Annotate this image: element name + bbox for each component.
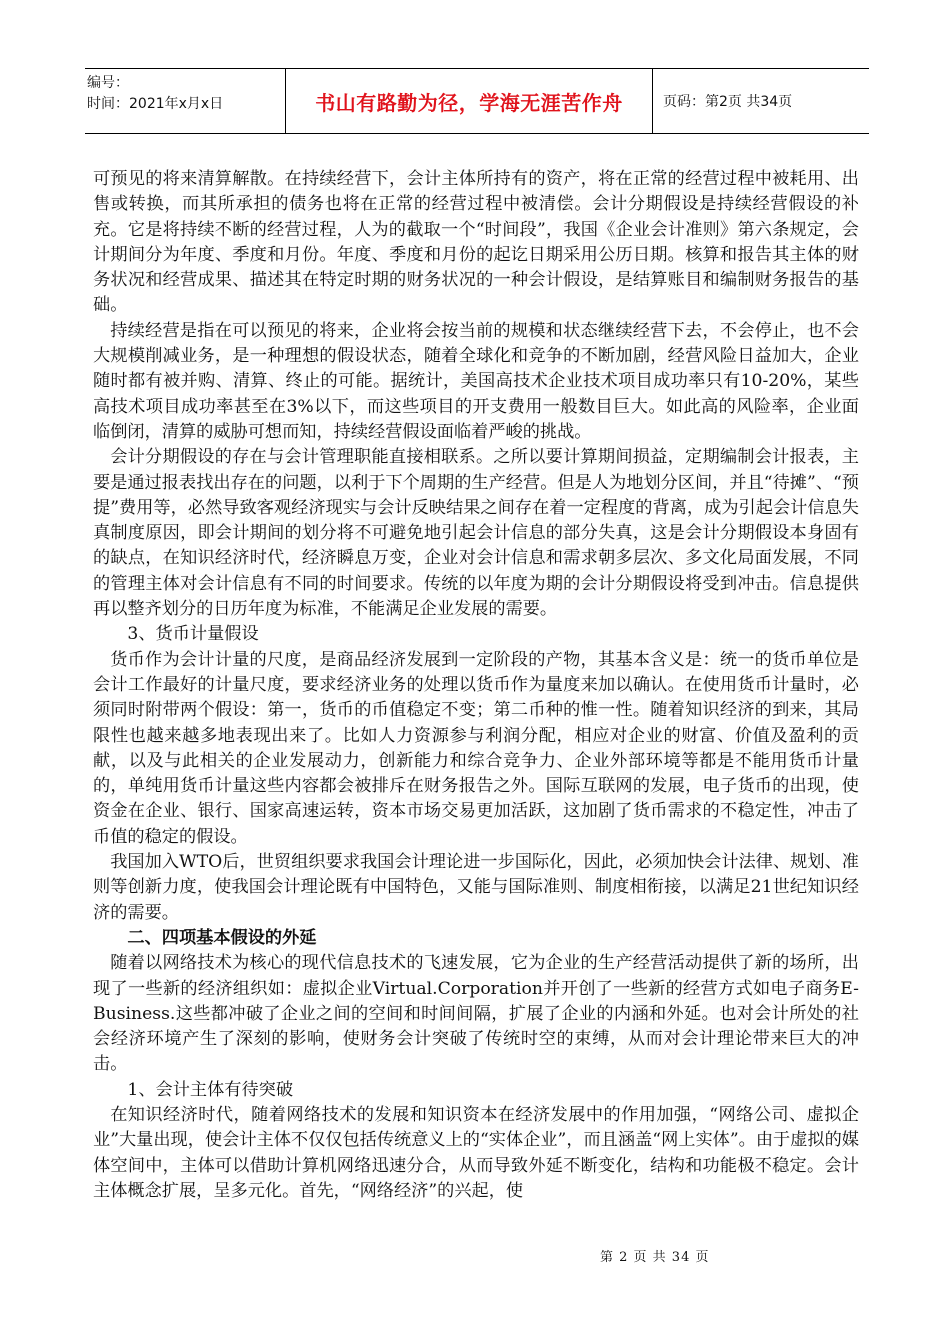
document-number-label: 编号： (87, 75, 129, 91)
page-header (85, 68, 869, 134)
header-meta (85, 69, 285, 133)
body-paragraph: 会计分期假设的存在与会计管理职能直接相联系。之所以要计算期间损益，定期编制会计报表，主要是通过报表找出存在的问题，以利于下个周期的生产经营。但是人为地划分区间，并且“待摊”、“预提”费用等，必然导致客观经济现实与会计反映结果之间存在着一定程度的背离，成为引起会计信息失真制度原因，即会计期间的划分将不可避免地引起会计信息的部分失真，这是会计分期假设本身固有的缺点，在知识经济时代，经济瞬息万变，企业对会计信息和需求朝多层次、多文化局面发展，不同的管理主体对会计信息有不同的时间要求。传统的以年度为期的会计分期假设将受到冲击。信息提供再以整齐划分的日历年度为标准，不能满足企业发展的需要。 (93, 447, 859, 620)
section-heading: 二、四项基本假设的外延 (127, 927, 317, 948)
body-paragraph: 持续经营是指在可以预见的将来，企业将会按当前的规模和状态继续经营下去，不会停止，也不会大规模削减业务，是一种理想的假设状态，随着全球化和竞争的不断加剧，经营风险日益加大，企业随时都有被并购、清算、终止的可能。据统计，美国高技术企业技术项目成功率只有10-20%，某些高技术项目成功率甚至在3%以下，而这些项目的开支费用一般数目巨大。如此高的风险率，企业面临倒闭，清算的威胁可想而知，持续经营假设面临着严峻的挑战。 (93, 320, 859, 442)
body-paragraph: 我国加入WTO后，世贸组织要求我国会计理论进一步国际化，因此，必须加快会计法律、规划、准则等创新力度，使我国会计理论既有中国特色，又能与国际准则、制度相衔接，以满足21世纪知识经济的需要。 (93, 852, 859, 923)
document-date: 时间：2021年x月x日 (87, 96, 224, 112)
subsection-heading: 3、货币计量假设 (127, 624, 259, 645)
header-motto: 书山有路勤为径，学海无涯苦作舟 (285, 69, 653, 133)
body-paragraph: 可预见的将来清算解散。在持续经营下，会计主体所持有的资产，将在正常的经营过程中被耗用、出售或转换，而其所承担的债务也将在正常的经营过程中被清偿。会计分期假设是持续经营假设的补充。它是将持续不断的经营过程，人为的截取一个“时间段”，我国《企业会计准则》第六条规定，会计期间分为年度、季度和月份。年度、季度和月份的起讫日期采用公历日期。核算和报告其主体的财务状况和经营成果、描述其在特定时期的财务状况的一种会计假设，是结算账目和编制财务报告的基础。 (93, 169, 859, 316)
header-page-info: 页码：第2页 共34页 (663, 94, 793, 110)
body-paragraph: 货币作为会计计量的尺度，是商品经济发展到一定阶段的产物，其基本含义是：统一的货币单位是会计工作最好的计量尺度，要求经济业务的处理以货币作为量度来加以确认。在使用货币计量时，必须同时附带两个假设：第一，货币的币值稳定不变；第二币种的惟一性。随着知识经济的到来，其局限性也越来越多地表现出来了。比如人力资源参与利润分配，相应对企业的财富、价值及盈利的贡献，以及与此相关的企业发展动力，创新能力和综合竞争力、企业外部环境等都是不能用货币计量的，单纯用货币计量这些内容都会被排斥在财务报告之外。国际互联网的发展，电子货币的出现，使资金在企业、银行、国家高速运转，资本市场交易更加活跃，这加剧了货币需求的不稳定性，冲击了币值的稳定的假设。 (93, 649, 859, 847)
subsection-heading: 1、会计主体有待突破 (127, 1079, 294, 1100)
body-paragraph: 在知识经济时代，随着网络技术的发展和知识资本在经济发展中的作用加强，“网络公司、虚拟企业”大量出现，使会计主体不仅仅包括传统意义上的“实体企业”，而且涵盖“网上实体”。由于虚拟的媒体空间中，主体可以借助计算机网络迅速分合，从而导致外延不断变化，结构和功能极不稳定。会计主体概念扩展，呈多元化。首先，“网络经济”的兴起，使 (93, 1104, 859, 1201)
page-footer: 第 2 页 共 34 页 (600, 1250, 710, 1265)
body-paragraph: 随着以网络技术为核心的现代信息技术的飞速发展，它为企业的生产经营活动提供了新的场所，出现了一些新的经济组织如：虚拟企业Virtual.Corporation并开创了一些新的经营方式如电子商务E-Business.这些都冲破了企业之间的空间和时间间隔，扩展了企业的内涵和外延。也对会计所处的社会经济环境产生了深刻的影响，使财务会计突破了传统时空的束缚，从而对会计理论带来巨大的冲击。 (93, 953, 859, 1075)
document-body (93, 167, 859, 1204)
